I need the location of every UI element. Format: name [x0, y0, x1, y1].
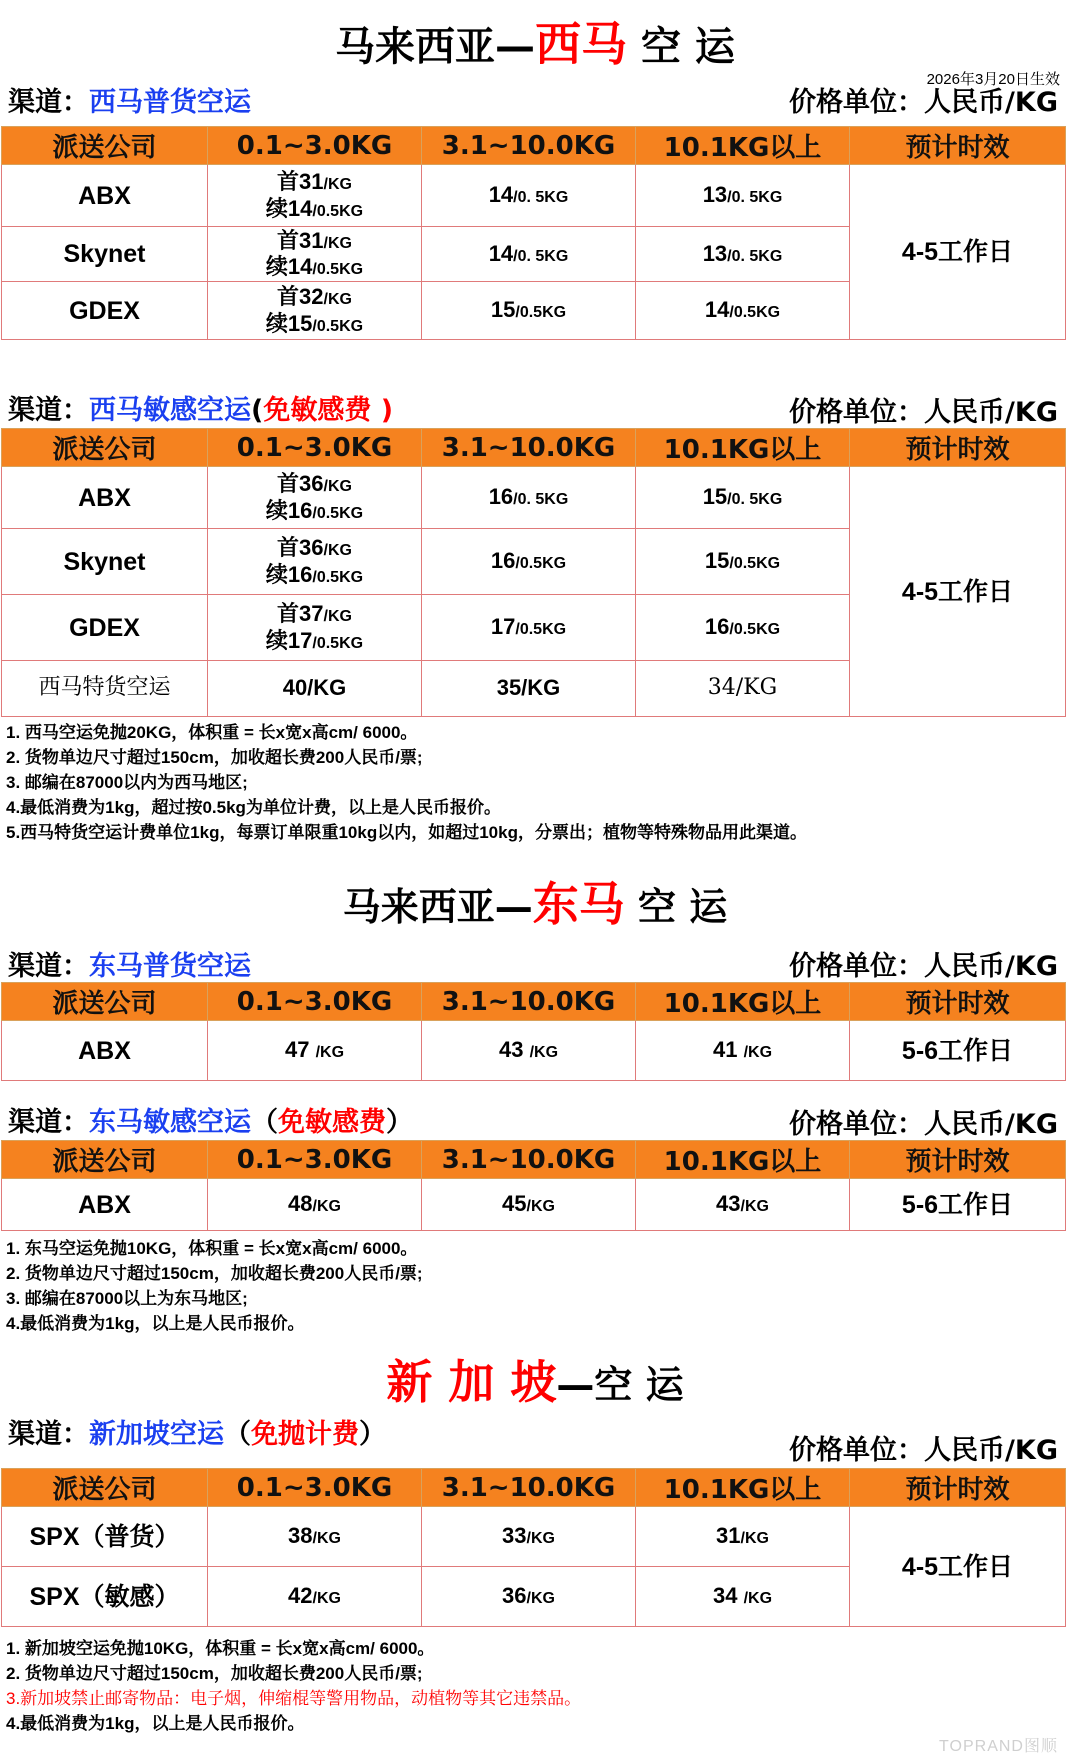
mid-unit: /KG — [526, 1198, 555, 1216]
header-high: 10.1KG以上 — [636, 429, 850, 467]
high-unit: /0.5KG — [729, 621, 781, 639]
high-rate-cell — [636, 1507, 850, 1567]
mid-price: 16 — [490, 548, 516, 574]
mid-price: 33 — [502, 1523, 527, 1549]
company-cell: SPX（普货） — [2, 1507, 208, 1567]
first-price: 首36 — [277, 471, 324, 497]
note-item: 4.最低消费为1kg，超过按0.5kg为单位计费，以上是人民币报价。 — [6, 798, 501, 817]
low-price: 47 — [284, 1037, 316, 1063]
header-mid: 3.1~10.0KG — [422, 127, 636, 165]
header-eta: 预计时效 — [850, 429, 1066, 467]
channel-name: 西马敏感空运 — [89, 395, 251, 426]
table-header-row — [2, 1469, 1066, 1507]
note-item: 2. 货物单边尺寸超过150cm，加收超长费200人民币/票; — [6, 1664, 423, 1683]
mid-unit: /0.5KG — [515, 621, 567, 639]
high-price: 13 — [702, 182, 728, 208]
first-unit: /KG — [323, 542, 352, 560]
low-rate-cell — [208, 595, 422, 661]
sg-title — [0, 1346, 1070, 1412]
mid-unit: /0.5KG — [515, 555, 567, 573]
mid-unit: /0. 5KG — [513, 491, 569, 509]
mid-price: 45 — [502, 1191, 527, 1217]
east-notes — [6, 1236, 423, 1336]
first-unit: /KG — [323, 478, 352, 496]
note-item: 3. 邮编在87000以内为西马地区; — [6, 773, 248, 792]
sg-notes — [6, 1636, 581, 1736]
high-rate-cell — [636, 282, 850, 340]
high-price: 34 — [712, 1583, 744, 1609]
high-rate-cell — [636, 529, 850, 595]
mid-rate-cell — [422, 595, 636, 661]
high-rate-cell — [636, 1567, 850, 1627]
low-rate-cell — [208, 165, 422, 227]
paren-open: （ — [251, 1107, 278, 1138]
paren-close: ) — [371, 395, 394, 426]
table-row — [2, 1507, 1066, 1567]
low-unit: /KG — [312, 1198, 341, 1216]
mid-unit: /0. 5KG — [513, 189, 569, 207]
header-company: 派送公司 — [2, 127, 208, 165]
low-unit: /KG — [312, 1590, 341, 1608]
mid-unit: /0.5KG — [515, 304, 567, 322]
channel-extra: 免敏感费 — [278, 1107, 386, 1138]
mid-rate-cell — [422, 1179, 636, 1231]
high-rate-cell — [636, 165, 850, 227]
first-price: 首32 — [277, 284, 324, 310]
east-general-table — [1, 982, 1066, 1081]
west-title — [0, 8, 1070, 74]
low-rate-cell — [208, 529, 422, 595]
cont-price: 续14 — [265, 195, 313, 221]
mid-rate-cell — [422, 282, 636, 340]
first-price: 首31 — [277, 169, 324, 195]
eta-cell: 5-6工作日 — [850, 1021, 1066, 1081]
first-price: 首36 — [277, 535, 324, 561]
high-rate-cell — [636, 227, 850, 282]
company-cell: ABX — [2, 165, 208, 227]
high-price: 16 — [704, 614, 730, 640]
header-low: 0.1~3.0KG — [208, 1141, 422, 1179]
channel-label: 渠道： — [8, 395, 89, 426]
mid-rate-cell: 35/KG — [422, 661, 636, 717]
channel-name: 东马普货空运 — [89, 951, 251, 982]
table-row — [2, 1179, 1066, 1231]
west-sensitive-unit: 价格单位：人民币/KG — [789, 397, 1058, 428]
table-row — [2, 467, 1066, 529]
sg-title-highlight: 新 加 坡 — [386, 1355, 557, 1409]
first-unit: /KG — [323, 176, 352, 194]
cont-unit: /0.5KG — [312, 568, 364, 586]
header-eta: 预计时效 — [850, 127, 1066, 165]
low-rate-cell — [208, 282, 422, 340]
header-company: 派送公司 — [2, 1469, 208, 1507]
west-general-unit: 价格单位：人民币/KG — [789, 87, 1058, 118]
mid-price: 14 — [488, 240, 514, 266]
mid-price: 16 — [488, 484, 514, 510]
high-price: 13 — [702, 240, 728, 266]
mid-unit: /KG — [526, 1530, 555, 1548]
sg-title-suffix: —空 运 — [556, 1363, 684, 1407]
eta-cell: 4-5工作日 — [850, 165, 1066, 340]
header-high: 10.1KG以上 — [636, 127, 850, 165]
channel-extra: 免抛计费 — [251, 1419, 359, 1450]
eta-cell: 4-5工作日 — [850, 1507, 1066, 1627]
low-rate-cell — [208, 1567, 422, 1627]
table-header-row — [2, 1141, 1066, 1179]
high-price: 43 — [716, 1191, 741, 1217]
table-header-row — [2, 127, 1066, 165]
company-cell: SPX（敏感） — [2, 1567, 208, 1627]
mid-rate-cell — [422, 1021, 636, 1081]
channel-name: 新加坡空运 — [89, 1419, 224, 1450]
west-general-table — [1, 126, 1066, 340]
company-cell: Skynet — [2, 227, 208, 282]
channel-extra: 免敏感费 — [263, 395, 372, 426]
mid-rate-cell — [422, 227, 636, 282]
west-title-suffix: 空 运 — [627, 24, 735, 70]
sg-unit: 价格单位：人民币/KG — [789, 1435, 1058, 1466]
paren-open: （ — [224, 1419, 251, 1450]
mid-price: 15 — [490, 297, 516, 323]
low-price: 38 — [288, 1523, 313, 1549]
high-unit: /0.5KG — [729, 555, 781, 573]
header-mid: 3.1~10.0KG — [422, 1141, 636, 1179]
note-item: 1. 新加坡空运免抛10KG，体积重 = 长x宽x高cm/ 6000。 — [6, 1639, 435, 1658]
high-rate-cell — [636, 1021, 850, 1081]
header-company: 派送公司 — [2, 429, 208, 467]
cont-price: 续17 — [265, 627, 313, 653]
note-item: 3. 邮编在87000以上为东马地区; — [6, 1289, 248, 1308]
channel-label: 渠道： — [8, 1419, 89, 1450]
cont-unit: /0.5KG — [312, 202, 364, 220]
eta-cell: 5-6工作日 — [850, 1179, 1066, 1231]
header-low: 0.1~3.0KG — [208, 983, 422, 1021]
mid-rate-cell — [422, 1507, 636, 1567]
low-rate-cell — [208, 467, 422, 529]
high-price: 31 — [716, 1523, 741, 1549]
note-item: 2. 货物单边尺寸超过150cm，加收超长费200人民币/票; — [6, 748, 423, 767]
note-item: 2. 货物单边尺寸超过150cm，加收超长费200人民币/票; — [6, 1264, 423, 1283]
mid-price: 36 — [502, 1583, 527, 1609]
high-unit: /KG — [740, 1198, 769, 1216]
channel-name: 东马敏感空运 — [89, 1107, 251, 1138]
watermark: TOPRAND图顺 — [939, 1738, 1058, 1755]
sg-table — [1, 1468, 1066, 1627]
note-item: 1. 西马空运免抛20KG，体积重 = 长x宽x高cm/ 6000。 — [6, 723, 418, 742]
company-cell: Skynet — [2, 529, 208, 595]
table-row — [2, 1021, 1066, 1081]
effective-date: 2026年3月20日生效 — [926, 71, 1060, 88]
mid-price: 17 — [490, 614, 516, 640]
mid-rate-cell — [422, 467, 636, 529]
company-cell: GDEX — [2, 595, 208, 661]
channel-label: 渠道： — [8, 951, 89, 982]
high-price: 41 — [712, 1037, 744, 1063]
west-sensitive-table — [1, 428, 1066, 717]
east-title-prefix: 马来西亚— — [342, 885, 533, 929]
company-cell: GDEX — [2, 282, 208, 340]
cont-unit: /0.5KG — [312, 261, 364, 278]
high-unit: /KG — [743, 1044, 773, 1062]
high-rate-cell — [636, 595, 850, 661]
low-unit: /KG — [312, 1530, 341, 1548]
sg-channel — [8, 1412, 386, 1451]
west-general-channel — [8, 80, 251, 119]
east-sensitive-unit: 价格单位：人民币/KG — [789, 1109, 1058, 1140]
mid-unit: /KG — [526, 1590, 555, 1608]
mid-price: 14 — [488, 182, 514, 208]
note-item: 4.最低消费为1kg，以上是人民币报价。 — [6, 1314, 305, 1333]
header-eta: 预计时效 — [850, 1469, 1066, 1507]
mid-unit: /0. 5KG — [513, 247, 569, 265]
high-price: 15 — [704, 548, 730, 574]
company-cell: ABX — [2, 467, 208, 529]
high-price: 15 — [702, 484, 728, 510]
note-item: 4.最低消费为1kg，以上是人民币报价。 — [6, 1714, 305, 1733]
first-unit: /KG — [323, 608, 352, 626]
cont-price: 续15 — [265, 310, 313, 336]
mid-rate-cell — [422, 529, 636, 595]
paren-close: ） — [359, 1419, 386, 1450]
mid-price: 43 — [498, 1037, 530, 1063]
header-high: 10.1KG以上 — [636, 1469, 850, 1507]
high-unit: /0. 5KG — [727, 189, 783, 207]
east-general-channel — [8, 944, 251, 983]
table-header-row — [2, 429, 1066, 467]
east-title-highlight: 东马 — [532, 877, 625, 931]
high-unit: /0. 5KG — [727, 491, 783, 509]
east-title-suffix: 空 运 — [624, 885, 728, 929]
header-company: 派送公司 — [2, 983, 208, 1021]
table-header-row — [2, 983, 1066, 1021]
header-high: 10.1KG以上 — [636, 1141, 850, 1179]
header-company: 派送公司 — [2, 1141, 208, 1179]
header-eta: 预计时效 — [850, 1141, 1066, 1179]
header-mid: 3.1~10.0KG — [422, 429, 636, 467]
low-rate-cell: 40/KG — [208, 661, 422, 717]
header-high: 10.1KG以上 — [636, 983, 850, 1021]
cont-price: 续14 — [265, 254, 313, 279]
low-rate-cell — [208, 1021, 422, 1081]
channel-name: 西马普货空运 — [89, 87, 251, 118]
channel-label: 渠道： — [8, 87, 89, 118]
high-unit: /KG — [743, 1590, 773, 1608]
note-item-warning: 3.新加坡禁止邮寄物品：电子烟，伸缩棍等警用物品，动植物等其它违禁品。 — [6, 1689, 582, 1708]
east-sensitive-table — [1, 1140, 1066, 1231]
first-price: 首37 — [277, 601, 324, 627]
cont-price: 续16 — [265, 497, 313, 523]
high-unit: /0. 5KG — [727, 247, 783, 265]
high-rate-cell — [636, 1179, 850, 1231]
cont-unit: /0.5KG — [312, 504, 364, 522]
header-mid: 3.1~10.0KG — [422, 983, 636, 1021]
first-unit: /KG — [323, 234, 352, 252]
company-cell: ABX — [2, 1021, 208, 1081]
paren-close: ） — [386, 1107, 413, 1138]
header-low: 0.1~3.0KG — [208, 127, 422, 165]
east-general-unit: 价格单位：人民币/KG — [789, 951, 1058, 982]
first-price: 首31 — [277, 227, 324, 253]
low-rate-cell — [208, 1179, 422, 1231]
note-item: 1. 东马空运免抛10KG，体积重 = 长x宽x高cm/ 6000。 — [6, 1239, 418, 1258]
low-rate-cell — [208, 1507, 422, 1567]
east-title — [0, 868, 1070, 934]
eta-cell: 4-5工作日 — [850, 467, 1066, 717]
header-low: 0.1~3.0KG — [208, 429, 422, 467]
west-sensitive-channel — [8, 388, 393, 427]
cont-price: 续16 — [265, 561, 313, 587]
west-title-prefix: 马来西亚— — [335, 24, 536, 70]
cont-unit: /0.5KG — [312, 317, 364, 335]
header-eta: 预计时效 — [850, 983, 1066, 1021]
mid-unit: /KG — [529, 1044, 559, 1062]
channel-label: 渠道： — [8, 1107, 89, 1138]
cont-unit: /0.5KG — [312, 634, 364, 652]
header-mid: 3.1~10.0KG — [422, 1469, 636, 1507]
mid-rate-cell — [422, 165, 636, 227]
first-unit: /KG — [323, 291, 352, 309]
mid-rate-cell — [422, 1567, 636, 1627]
company-cell: ABX — [2, 1179, 208, 1231]
note-item: 5.西马特货空运计费单位1kg，每票订单限重10kg以内，如超过10kg，分票出；植物等特殊物品用此渠道。 — [6, 823, 807, 842]
paren-open: ( — [251, 395, 264, 426]
high-unit: /KG — [740, 1530, 769, 1548]
table-row — [2, 165, 1066, 227]
high-price: 14 — [704, 297, 730, 323]
low-price: 48 — [288, 1191, 313, 1217]
east-sensitive-channel — [8, 1100, 413, 1139]
company-cell: 西马特货空运 — [2, 661, 208, 717]
west-notes — [6, 720, 807, 845]
high-rate-cell — [636, 467, 850, 529]
high-rate-cell: 34/KG — [636, 661, 850, 717]
low-unit: /KG — [315, 1044, 345, 1062]
low-rate-cell — [208, 227, 422, 282]
low-price: 42 — [288, 1583, 313, 1609]
header-low: 0.1~3.0KG — [208, 1469, 422, 1507]
west-title-highlight: 西马 — [535, 17, 628, 71]
high-unit: /0.5KG — [729, 304, 781, 322]
